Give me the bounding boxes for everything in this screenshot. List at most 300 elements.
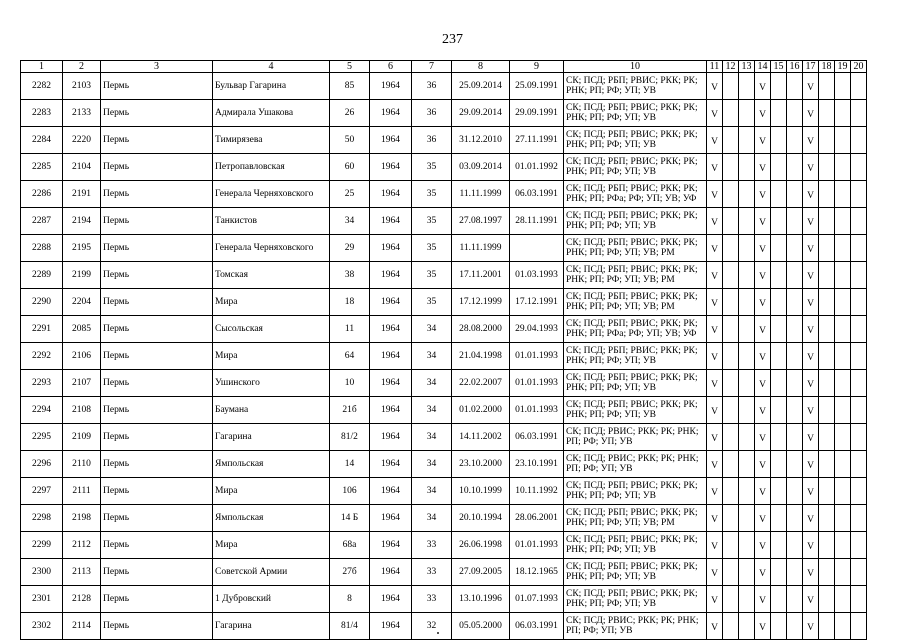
column-header-11: 11 [707,61,723,73]
cell-col-3: Пермь [101,451,213,478]
mark-cell-col-18 [819,478,835,505]
cell-col-8: 01.02.2000 [452,397,510,424]
cell-col-3: Пермь [101,370,213,397]
mark-cell-col-14: V [755,289,771,316]
table-row [21,397,867,424]
mark-cell-col-15 [771,586,787,613]
cell-col-8: 22.02.2007 [452,370,510,397]
table-row [21,478,867,505]
mark-cell-col-15 [771,127,787,154]
cell-col-3: Пермь [101,154,213,181]
cell-col-7: 34 [412,370,452,397]
table-row [21,262,867,289]
cell-col-8: 27.09.2005 [452,559,510,586]
cell-col-5: 25 [330,181,370,208]
mark-cell-col-16 [787,586,803,613]
cell-col-2: 2111 [63,478,101,505]
mark-cell-col-14: V [755,235,771,262]
mark-cell-col-17: V [803,262,819,289]
mark-cell-col-11: V [707,559,723,586]
cell-col-1: 2285 [21,154,63,181]
mark-cell-col-17: V [803,370,819,397]
cell-col-6: 1964 [370,289,412,316]
mark-cell-col-13 [739,73,755,100]
cell-col-4: Советской Армии [213,559,330,586]
mark-cell-col-20 [851,451,867,478]
cell-col-5: 8 [330,586,370,613]
mark-cell-col-15 [771,478,787,505]
cell-col-4: Мира [213,343,330,370]
mark-cell-col-11: V [707,262,723,289]
mark-cell-col-17: V [803,100,819,127]
mark-cell-col-20 [851,316,867,343]
mark-cell-col-11: V [707,478,723,505]
cell-col-8: 17.11.2001 [452,262,510,289]
cell-col-8: 11.11.1999 [452,235,510,262]
cell-col-10: СК; ПСД; РБП; РВИС; РКК; РК; РНК; РП; РФ; УП; УВ; РМ [564,262,707,289]
cell-col-2: 2195 [63,235,101,262]
cell-col-10: СК; ПСД; РБП; РВИС; РКК; РК; РНК; РП; РФ; УП; УВ [564,532,707,559]
cell-col-8: 29.09.2014 [452,100,510,127]
mark-cell-col-12 [723,586,739,613]
cell-col-8: 26.06.1998 [452,532,510,559]
mark-cell-col-13 [739,208,755,235]
mark-cell-col-19 [835,100,851,127]
cell-col-7: 36 [412,100,452,127]
mark-cell-col-18 [819,586,835,613]
mark-cell-col-15 [771,397,787,424]
mark-cell-col-16 [787,262,803,289]
mark-cell-col-15 [771,343,787,370]
cell-col-10: СК; ПСД; РВИС; РКК; РК; РНК; РП; РФ; УП; УВ [564,424,707,451]
mark-cell-col-17: V [803,424,819,451]
mark-cell-col-18 [819,505,835,532]
mark-cell-col-16 [787,478,803,505]
mark-cell-col-13 [739,559,755,586]
cell-col-5: 38 [330,262,370,289]
mark-cell-col-20 [851,181,867,208]
mark-cell-col-16 [787,289,803,316]
mark-cell-col-11: V [707,532,723,559]
mark-cell-col-15 [771,316,787,343]
mark-cell-col-11: V [707,100,723,127]
cell-col-2: 2133 [63,100,101,127]
mark-cell-col-12 [723,532,739,559]
cell-col-7: 35 [412,235,452,262]
mark-cell-col-19 [835,613,851,640]
mark-cell-col-16 [787,559,803,586]
cell-col-4: Генерала Черняховского [213,181,330,208]
mark-cell-col-18 [819,127,835,154]
mark-cell-col-14: V [755,478,771,505]
cell-col-7: 35 [412,154,452,181]
column-header-17: 17 [803,61,819,73]
cell-col-6: 1964 [370,370,412,397]
mark-cell-col-19 [835,478,851,505]
page-number: 237 [442,32,463,47]
cell-col-4: Танкистов [213,208,330,235]
mark-cell-col-11: V [707,586,723,613]
table-row [21,343,867,370]
cell-col-7: 34 [412,397,452,424]
table-row [21,505,867,532]
cell-col-9: 06.03.1991 [510,181,564,208]
cell-col-2: 2194 [63,208,101,235]
cell-col-3: Пермь [101,262,213,289]
cell-col-9: 23.10.1991 [510,451,564,478]
cell-col-2: 2108 [63,397,101,424]
cell-col-3: Пермь [101,316,213,343]
mark-cell-col-12 [723,424,739,451]
cell-col-10: СК; ПСД; РВИС; РКК; РК; РНК; РП; РФ; УП; УВ [564,451,707,478]
cell-col-4: Гагарина [213,424,330,451]
cell-col-1: 2295 [21,424,63,451]
cell-col-6: 1964 [370,316,412,343]
mark-cell-col-20 [851,424,867,451]
mark-cell-col-15 [771,73,787,100]
cell-col-9: 25.09.1991 [510,73,564,100]
cell-col-8: 20.10.1994 [452,505,510,532]
cell-col-7: 36 [412,73,452,100]
cell-col-1: 2283 [21,100,63,127]
mark-cell-col-12 [723,505,739,532]
cell-col-9: 28.11.1991 [510,208,564,235]
cell-col-2: 2220 [63,127,101,154]
mark-cell-col-16 [787,613,803,640]
column-header-15: 15 [771,61,787,73]
mark-cell-col-19 [835,586,851,613]
mark-cell-col-20 [851,100,867,127]
mark-cell-col-16 [787,181,803,208]
cell-col-6: 1964 [370,424,412,451]
mark-cell-col-14: V [755,316,771,343]
mark-cell-col-19 [835,208,851,235]
mark-cell-col-18 [819,154,835,181]
mark-cell-col-18 [819,613,835,640]
mark-cell-col-11: V [707,235,723,262]
mark-cell-col-11: V [707,73,723,100]
cell-col-9: 01.01.1992 [510,154,564,181]
cell-col-7: 34 [412,478,452,505]
column-header-20: 20 [851,61,867,73]
mark-cell-col-13 [739,289,755,316]
cell-col-1: 2296 [21,451,63,478]
cell-col-4: Мира [213,478,330,505]
cell-col-8: 31.12.2010 [452,127,510,154]
cell-col-8: 10.10.1999 [452,478,510,505]
cell-col-3: Пермь [101,397,213,424]
mark-cell-col-16 [787,316,803,343]
mark-cell-col-13 [739,586,755,613]
cell-col-8: 11.11.1999 [452,181,510,208]
mark-cell-col-18 [819,397,835,424]
cell-col-2: 2113 [63,559,101,586]
cell-col-3: Пермь [101,424,213,451]
cell-col-7: 34 [412,451,452,478]
mark-cell-col-14: V [755,424,771,451]
table-row [21,451,867,478]
table-row [21,424,867,451]
mark-cell-col-19 [835,289,851,316]
cell-col-2: 2128 [63,586,101,613]
cell-col-9: 10.11.1992 [510,478,564,505]
table-row [21,154,867,181]
mark-cell-col-19 [835,424,851,451]
cell-col-8: 23.10.2000 [452,451,510,478]
cell-col-3: Пермь [101,208,213,235]
cell-col-8: 17.12.1999 [452,289,510,316]
cell-col-9: 06.03.1991 [510,424,564,451]
mark-cell-col-15 [771,370,787,397]
cell-col-5: 60 [330,154,370,181]
cell-col-1: 2302 [21,613,63,640]
header-row [21,61,867,73]
column-header-12: 12 [723,61,739,73]
mark-cell-col-16 [787,208,803,235]
column-header-8: 8 [452,61,510,73]
cell-col-10: СК; ПСД; РБП; РВИС; РКК; РК; РНК; РП; РФ; УП; УВ [564,343,707,370]
table-row [21,613,867,640]
mark-cell-col-12 [723,208,739,235]
cell-col-4: Баумана [213,397,330,424]
column-header-18: 18 [819,61,835,73]
mark-cell-col-17: V [803,289,819,316]
cell-col-10: СК; ПСД; РБП; РВИС; РКК; РК; РНК; РП; РФ; УП; УВ [564,208,707,235]
mark-cell-col-12 [723,73,739,100]
mark-cell-col-19 [835,154,851,181]
mark-cell-col-13 [739,154,755,181]
table-row [21,181,867,208]
mark-cell-col-15 [771,532,787,559]
mark-cell-col-15 [771,559,787,586]
cell-col-2: 2204 [63,289,101,316]
cell-col-9: 17.12.1991 [510,289,564,316]
mark-cell-col-17: V [803,127,819,154]
mark-cell-col-15 [771,181,787,208]
column-header-2: 2 [63,61,101,73]
cell-col-9: 29.04.1993 [510,316,564,343]
mark-cell-col-13 [739,127,755,154]
cell-col-9: 01.01.1993 [510,397,564,424]
mark-cell-col-13 [739,316,755,343]
cell-col-9 [510,235,564,262]
mark-cell-col-18 [819,370,835,397]
cell-col-9: 01.07.1993 [510,586,564,613]
mark-cell-col-14: V [755,559,771,586]
mark-cell-col-20 [851,478,867,505]
mark-cell-col-17: V [803,505,819,532]
mark-cell-col-16 [787,235,803,262]
cell-col-3: Пермь [101,127,213,154]
cell-col-3: Пермь [101,289,213,316]
cell-col-10: СК; ПСД; РБП; РВИС; РКК; РК; РНК; РП; РФ; УП; УВ [564,100,707,127]
mark-cell-col-15 [771,451,787,478]
mark-cell-col-14: V [755,586,771,613]
mark-cell-col-13 [739,424,755,451]
cell-col-5: 14 Б [330,505,370,532]
table-row [21,370,867,397]
cell-col-8: 14.11.2002 [452,424,510,451]
cell-col-10: СК; ПСД; РБП; РВИС; РКК; РК; РНК; РП; РФа; РФ; УП; УВ; УФ [564,181,707,208]
mark-cell-col-13 [739,343,755,370]
cell-col-6: 1964 [370,478,412,505]
mark-cell-col-11: V [707,181,723,208]
cell-col-8: 21.04.1998 [452,343,510,370]
cell-col-5: 27б [330,559,370,586]
mark-cell-col-11: V [707,613,723,640]
mark-cell-col-11: V [707,343,723,370]
mark-cell-col-17: V [803,559,819,586]
column-header-3: 3 [101,61,213,73]
mark-cell-col-13 [739,505,755,532]
cell-col-3: Пермь [101,478,213,505]
mark-cell-col-17: V [803,154,819,181]
mark-cell-col-12 [723,613,739,640]
cell-col-1: 2290 [21,289,63,316]
mark-cell-col-14: V [755,127,771,154]
cell-col-5: 50 [330,127,370,154]
cell-col-2: 2107 [63,370,101,397]
mark-cell-col-20 [851,370,867,397]
cell-col-10: СК; ПСД; РБП; РВИС; РКК; РК; РНК; РП; РФ; УП; УВ; РМ [564,505,707,532]
cell-col-7: 33 [412,532,452,559]
mark-cell-col-15 [771,235,787,262]
cell-col-5: 29 [330,235,370,262]
mark-cell-col-17: V [803,181,819,208]
mark-cell-col-17: V [803,478,819,505]
cell-col-6: 1964 [370,505,412,532]
mark-cell-col-12 [723,559,739,586]
mark-cell-col-17: V [803,451,819,478]
mark-cell-col-15 [771,154,787,181]
cell-col-7: 34 [412,343,452,370]
mark-cell-col-12 [723,127,739,154]
cell-col-1: 2300 [21,559,63,586]
cell-col-3: Пермь [101,613,213,640]
cell-col-7: 33 [412,559,452,586]
mark-cell-col-13 [739,370,755,397]
cell-col-8: 25.09.2014 [452,73,510,100]
mark-cell-col-18 [819,289,835,316]
mark-cell-col-17: V [803,235,819,262]
cell-col-3: Пермь [101,343,213,370]
mark-cell-col-19 [835,316,851,343]
mark-cell-col-17: V [803,532,819,559]
cell-col-2: 2104 [63,154,101,181]
cell-col-3: Пермь [101,235,213,262]
mark-cell-col-19 [835,343,851,370]
column-header-5: 5 [330,61,370,73]
mark-cell-col-15 [771,289,787,316]
cell-col-9: 01.01.1993 [510,532,564,559]
mark-cell-col-18 [819,424,835,451]
cell-col-8: 27.08.1997 [452,208,510,235]
cell-col-9: 29.09.1991 [510,100,564,127]
cell-col-4: Сысольская [213,316,330,343]
cell-col-7: 34 [412,424,452,451]
cell-col-7: 34 [412,505,452,532]
mark-cell-col-18 [819,235,835,262]
cell-col-4: Бульвар Гагарина [213,73,330,100]
mark-cell-col-15 [771,424,787,451]
mark-cell-col-12 [723,289,739,316]
table-row [21,208,867,235]
mark-cell-col-14: V [755,181,771,208]
table-row [21,559,867,586]
mark-cell-col-18 [819,181,835,208]
mark-cell-col-19 [835,370,851,397]
mark-cell-col-11: V [707,451,723,478]
mark-cell-col-13 [739,532,755,559]
cell-col-6: 1964 [370,451,412,478]
cell-col-2: 2085 [63,316,101,343]
cell-col-6: 1964 [370,181,412,208]
mark-cell-col-18 [819,100,835,127]
mark-cell-col-15 [771,613,787,640]
cell-col-5: 10 [330,370,370,397]
table-row [21,127,867,154]
mark-cell-col-19 [835,181,851,208]
cell-col-4: Ушинского [213,370,330,397]
mark-cell-col-11: V [707,208,723,235]
mark-cell-col-15 [771,505,787,532]
cell-col-2: 2103 [63,73,101,100]
mark-cell-col-16 [787,397,803,424]
cell-col-4: Генерала Черняховского [213,235,330,262]
mark-cell-col-14: V [755,154,771,181]
cell-col-9: 01.03.1993 [510,262,564,289]
mark-cell-col-20 [851,397,867,424]
mark-cell-col-14: V [755,73,771,100]
mark-cell-col-18 [819,208,835,235]
cell-col-2: 2191 [63,181,101,208]
mark-cell-col-11: V [707,127,723,154]
cell-col-1: 2286 [21,181,63,208]
cell-col-1: 2293 [21,370,63,397]
column-header-1: 1 [21,61,63,73]
mark-cell-col-16 [787,532,803,559]
mark-cell-col-17: V [803,316,819,343]
mark-cell-col-20 [851,127,867,154]
mark-cell-col-20 [851,262,867,289]
mark-cell-col-14: V [755,343,771,370]
cell-col-1: 2288 [21,235,63,262]
cell-col-7: 35 [412,262,452,289]
cell-col-3: Пермь [101,532,213,559]
cell-col-2: 2198 [63,505,101,532]
mark-cell-col-13 [739,451,755,478]
cell-col-5: 106 [330,478,370,505]
cell-col-9: 18.12.1965 [510,559,564,586]
mark-cell-col-11: V [707,505,723,532]
cell-col-5: 26 [330,100,370,127]
mark-cell-col-14: V [755,100,771,127]
cell-col-1: 2282 [21,73,63,100]
mark-cell-col-15 [771,100,787,127]
cell-col-6: 1964 [370,154,412,181]
cell-col-10: СК; ПСД; РБП; РВИС; РКК; РК; РНК; РП; РФ; УП; УВ [564,370,707,397]
registry-table [20,60,867,640]
column-header-19: 19 [835,61,851,73]
cell-col-4: Ямпольская [213,505,330,532]
cell-col-1: 2284 [21,127,63,154]
cell-col-1: 2294 [21,397,63,424]
mark-cell-col-14: V [755,532,771,559]
cell-col-8: 03.09.2014 [452,154,510,181]
cell-col-6: 1964 [370,262,412,289]
mark-cell-col-12 [723,154,739,181]
mark-cell-col-19 [835,262,851,289]
